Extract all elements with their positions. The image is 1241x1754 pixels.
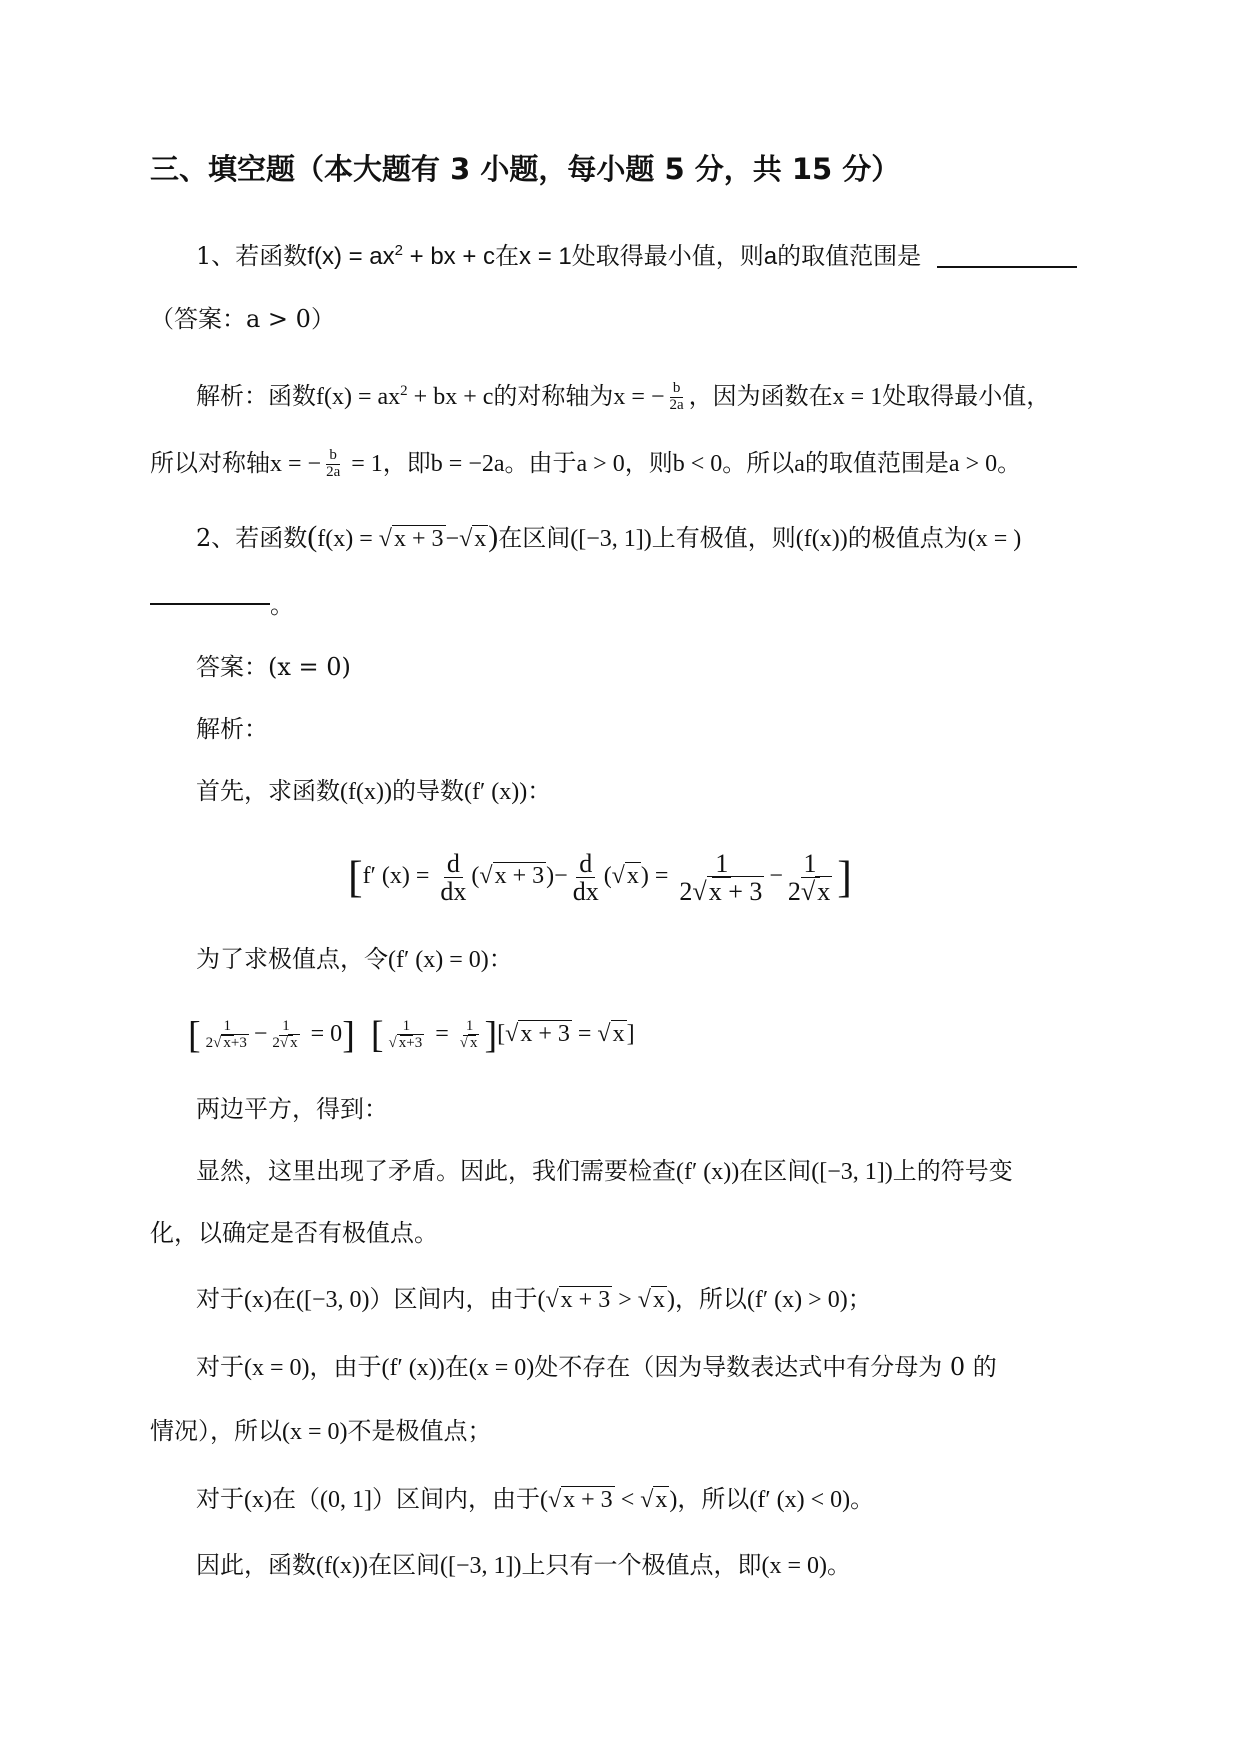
derivative-equation: [f′ (x) = $\frac{d}{dx}$ (√x + 3)− $\frac{d}{dx}$ (√x) = $\frac{1}{2√x + 3}$ − $\frac{1}{2√x}$ ] [348, 848, 852, 906]
q2-answer: 答案：(x = 0) [196, 653, 351, 681]
q1-mid: 在 [495, 242, 520, 270]
case-3: 对于(x)在（(0, 1]）区间内，由于(√x + 3 < √x)，所以(f′ (x) < 0)。 [196, 1485, 875, 1513]
q1-answer-blank [937, 264, 1077, 268]
fraction-b-over-2a-2: $\frac{b}{2a}$ [326, 447, 341, 480]
question-1 [196, 234, 1077, 274]
q2-answer-blank [150, 601, 270, 605]
fraction-b-over-2a: $\frac{b}{2a}$ [669, 380, 684, 413]
case-1: 对于(x)在([−3, 0)）区间内，由于(√x + 3 > √x)，所以(f′ (x) > 0)； [196, 1285, 872, 1313]
extremum-equations: [ $\frac{1}{2√ x+3}$ − $\frac{1}{2√ x}$ = 0] [ $\frac{1}{√ x+3}$ = $\frac{1}{√ x}$ ][√x + 3 = √x] [188, 1014, 635, 1057]
q2-step3: 两边平方，得到： [196, 1095, 388, 1123]
q1-analysis-line2: 所以对称轴x = − $\frac{b}{2a}$ = 1，即b = −2a。由于a > 0，则b < 0。所以a的取值范围是a > 0。 [150, 447, 1022, 480]
section-title: 三、填空题（本大题有 3 小题，每小题 5 分，共 15 分） [150, 152, 901, 186]
q1-analysis-line1: 解析：函数$f(x) = ax^2$ + bx + c的对称轴为x = − $\frac{b}{2a}$ ，因为函数在x = 1处取得最小值， [196, 380, 1051, 413]
q1-var: a [763, 243, 778, 270]
case-2-cont: 情况），所以(x = 0)不是极值点； [150, 1417, 492, 1445]
q2-step5: 化，以确定是否有极值点。 [150, 1219, 438, 1247]
q2-analysis-label: 解析： [196, 715, 268, 743]
q2-step4: 显然，这里出现了矛盾。因此，我们需要检查(f′ (x))在区间([−3, 1])上的符号变 [196, 1157, 1013, 1185]
q1-tail2: 的取值范围是 [777, 242, 922, 270]
q1-func: $f(x) = ax^2$ + bx + c [307, 242, 496, 270]
q2-step2: 为了求极值点，令(f′ (x) = 0)： [196, 945, 513, 973]
q1-cond: x = 1 [519, 243, 572, 270]
question-2: 2、若函数(f(x) = √x + 3−√x)在区间([−3, 1])上有极值，则(f(x))的极值点为(x = ) [196, 520, 1022, 553]
q1-prefix: 1、若函数 [196, 242, 308, 270]
q1-tail: 处取得最小值，则 [571, 242, 764, 270]
conclusion: 因此，函数(f(x))在区间([−3, 1])上只有一个极值点，即(x = 0)。 [196, 1551, 852, 1579]
case-2: 对于(x = 0)，由于(f′ (x))在(x = 0)处不存在（因为导数表达式中有分母为 0 的 [196, 1353, 997, 1381]
q1-answer: （答案：a > 0） [150, 305, 335, 333]
q2-step1: 首先，求函数(f(x))的导数(f′ (x))： [196, 777, 552, 805]
q2-blank-line: 。 [150, 588, 294, 622]
